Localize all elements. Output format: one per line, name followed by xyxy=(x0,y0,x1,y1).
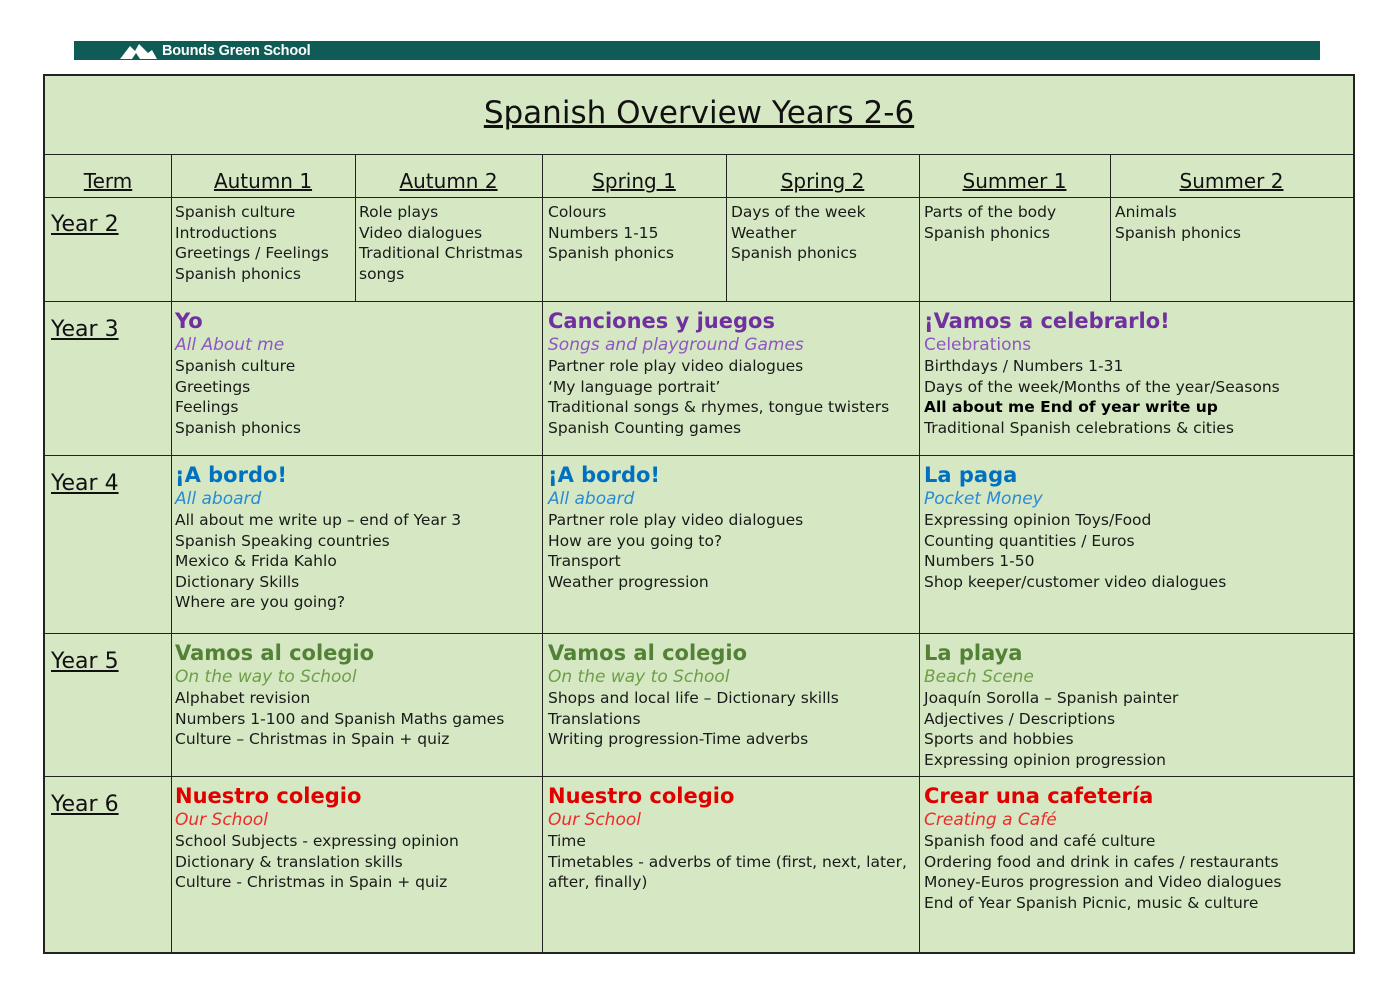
year-6-summer-cell: Crear una cafetería Creating a Café Spanish food and café culture Ordering food and drink in cafes / restaurants Money-Euros progression and Video dialogues End of Year Spanish Picnic, music & culture xyxy=(924,784,1282,912)
unit-title: Canciones y juegos xyxy=(548,309,775,333)
unit-subtitle: All aboard xyxy=(548,489,635,509)
unit-subtitle: Celebrations xyxy=(924,335,1032,355)
header-spring-2: Spring 2 xyxy=(780,169,865,193)
unit-subtitle: All About me xyxy=(175,335,285,355)
year-2-spring-2-cell: Days of the week Weather Spanish phonics xyxy=(731,203,866,262)
unit-subtitle: Beach Scene xyxy=(924,667,1034,687)
year-2-spring-1-cell: Colours Numbers 1-15 Spanish phonics xyxy=(548,203,675,262)
overview-table xyxy=(43,74,1355,954)
unit-title: Vamos al colegio xyxy=(175,641,375,665)
unit-subtitle: Pocket Money xyxy=(924,489,1043,509)
header-summer-2: Summer 2 xyxy=(1179,169,1284,193)
year-3-autumn-cell: Yo All About me Spanish culture Greetings Feelings Spanish phonics xyxy=(175,309,302,437)
unit-title: Vamos al colegio xyxy=(548,641,748,665)
year-3-spring-cell: Canciones y juegos Songs and playground Games Partner role play video dialogues ‘My language portrait’ Traditional songs & rhymes, tongue twisters Spanish Counting games xyxy=(548,309,890,437)
page-title: Spanish Overview Years 2-6 xyxy=(483,95,915,131)
unit-subtitle: Songs and playground Games xyxy=(548,335,804,355)
year-4-spring-cell: ¡A bordo! All aboard Partner role play video dialogues How are you going to? Transport Weather progression xyxy=(548,463,804,591)
year-6-autumn-cell: Nuestro colegio Our School School Subjects - expressing opinion Dictionary & translation skills Culture - Christmas in Spain + quiz xyxy=(175,784,459,891)
year-6-spring-cell: Nuestro colegio Our School Time Timetables - adverbs of time (first, next, later, after, finally) xyxy=(548,784,907,891)
unit-title: Yo xyxy=(175,309,203,333)
year-2-label: Year 2 xyxy=(51,212,119,237)
unit-title: Crear una cafetería xyxy=(924,784,1154,808)
unit-subtitle: Our School xyxy=(175,810,268,830)
school-logo-icon xyxy=(118,41,158,60)
year-5-label: Year 5 xyxy=(51,649,119,674)
year-2-summer-2-cell: Animals Spanish phonics xyxy=(1115,203,1242,242)
year-5-autumn-cell: Vamos al colegio On the way to School Alphabet revision Numbers 1-100 and Spanish Maths games Culture – Christmas in Spain + quiz xyxy=(175,641,505,748)
year-4-label: Year 4 xyxy=(51,471,119,496)
header-autumn-1: Autumn 1 xyxy=(213,169,313,193)
unit-subtitle: All aboard xyxy=(175,489,262,509)
year-6-label: Year 6 xyxy=(51,792,119,817)
year-5-spring-cell: Vamos al colegio On the way to School Shops and local life – Dictionary skills Translations Writing progression-Time adverbs xyxy=(548,641,839,748)
year-3-label: Year 3 xyxy=(51,317,119,342)
unit-title: ¡Vamos a celebrarlo! xyxy=(924,309,1170,333)
unit-subtitle: Creating a Café xyxy=(924,810,1057,830)
unit-title: ¡A bordo! xyxy=(175,463,287,487)
unit-subtitle: On the way to School xyxy=(175,667,357,687)
header-term: Term xyxy=(83,169,133,193)
unit-subtitle: Our School xyxy=(548,810,641,830)
header-autumn-2: Autumn 2 xyxy=(399,169,498,193)
header-spring-1: Spring 1 xyxy=(592,169,676,193)
header-summer-1: Summer 1 xyxy=(962,169,1067,193)
year-2-autumn-2-cell: Role plays Video dialogues Traditional Christmas songs xyxy=(359,203,523,283)
year-3-summer-cell: ¡Vamos a celebrarlo! Celebrations Birthdays / Numbers 1-31 Days of the week/Months of the year/Seasons All about me End of year write up Traditional Spanish celebrations & cities xyxy=(924,309,1280,437)
year-4-summer-cell: La paga Pocket Money Expressing opinion Toys/Food Counting quantities / Euros Numbers 1-50 Shop keeper/customer video dialogues xyxy=(924,463,1227,591)
unit-title: La playa xyxy=(924,641,1023,665)
unit-title: Nuestro colegio xyxy=(175,784,362,808)
year-5-summer-cell: La playa Beach Scene Joaquín Sorolla – Spanish painter Adjectives / Descriptions Sports and hobbies Expressing opinion progression xyxy=(924,641,1179,769)
unit-title: ¡A bordo! xyxy=(548,463,660,487)
year-4-autumn-cell: ¡A bordo! All aboard All about me write up – end of Year 3 Spanish Speaking countries Mexico & Frida Kahlo Dictionary Skills Where are you going? xyxy=(175,463,462,611)
unit-subtitle: On the way to School xyxy=(548,667,730,687)
school-banner xyxy=(74,41,1320,60)
school-name: Bounds Green School xyxy=(162,43,311,59)
year-2-autumn-1-cell: Spanish culture Introductions Greetings / Feelings Spanish phonics xyxy=(175,203,329,283)
unit-title: La paga xyxy=(924,463,1018,487)
year-2-summer-1-cell: Parts of the body Spanish phonics xyxy=(924,203,1057,242)
unit-title: Nuestro colegio xyxy=(548,784,735,808)
